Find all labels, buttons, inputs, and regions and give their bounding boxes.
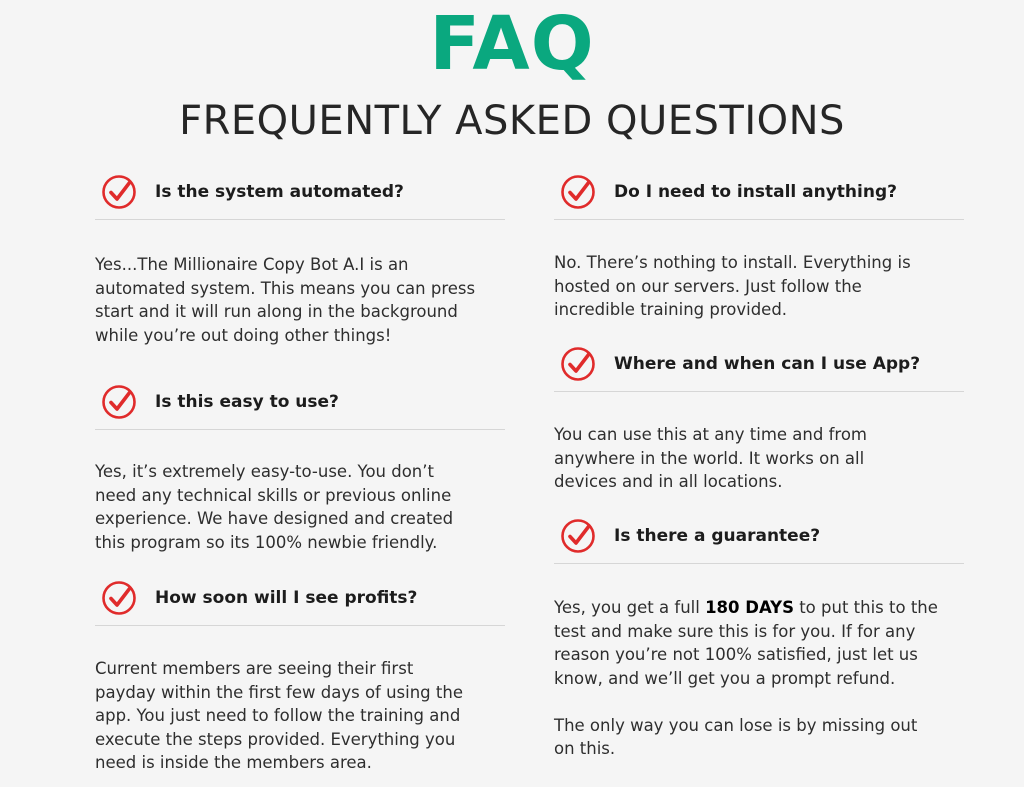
faq-answer: Yes...The Millionaire Copy Bot A.I is an automated system. This means you can press start and it will run along in the background while you’re out doing other things! xyxy=(95,255,476,345)
check-circle-icon xyxy=(560,174,596,210)
faq-question-easy xyxy=(95,375,505,430)
check-circle-icon xyxy=(101,580,137,616)
faq-question-text: How soon will I see profits? xyxy=(155,588,418,608)
faq-question-text: Is there a guarantee? xyxy=(614,526,821,546)
check-circle-icon xyxy=(560,518,596,554)
faq-answer: Yes, it’s extremely easy-to-use. You don’t need any technical skills or previous online experience. We have designed and created this program so its 100% newbie friendly. xyxy=(95,462,454,552)
faq-question-guarantee xyxy=(554,509,964,564)
check-circle-icon xyxy=(560,346,596,382)
faq-question-text: Do I need to install anything? xyxy=(614,182,897,202)
faq-question-profits xyxy=(95,571,505,626)
faq-question-where-when xyxy=(554,337,964,392)
faq-question-text: Is the system automated? xyxy=(155,182,404,202)
faq-question-automated xyxy=(95,165,505,220)
faq-title: FAQ xyxy=(429,1,595,87)
guarantee-days: 180 DAYS xyxy=(705,598,794,617)
faq-question-text: Is this easy to use? xyxy=(155,392,339,412)
answer-text-rest: to put this to the test and make sure this is for you. If for any reason you’re not 100% satisfied, just let us know, and we’ll get you a prompt refund. The only way you can lose is by missing out on this. xyxy=(554,598,938,758)
faq-subtitle: FREQUENTLY ASKED QUESTIONS xyxy=(179,98,845,144)
answer-text-start: Yes, you get a full xyxy=(554,598,706,617)
check-circle-icon xyxy=(101,174,137,210)
faq-answer: You can use this at any time and from anywhere in the world. It works on all devices and in all locations. xyxy=(554,425,867,491)
faq-answer: Current members are seeing their first payday within the first few days of using the app. You just need to follow the training and execute the steps provided. Everything you need is inside the members area. xyxy=(95,659,463,772)
faq-answer: No. There’s nothing to install. Everything is hosted on our servers. Just follow the incredible training provided. xyxy=(554,253,911,319)
faq-question-text: Where and when can I use App? xyxy=(614,354,921,374)
faq-answer-guarantee xyxy=(554,596,969,761)
check-circle-icon xyxy=(101,384,137,420)
faq-question-install xyxy=(554,165,964,220)
